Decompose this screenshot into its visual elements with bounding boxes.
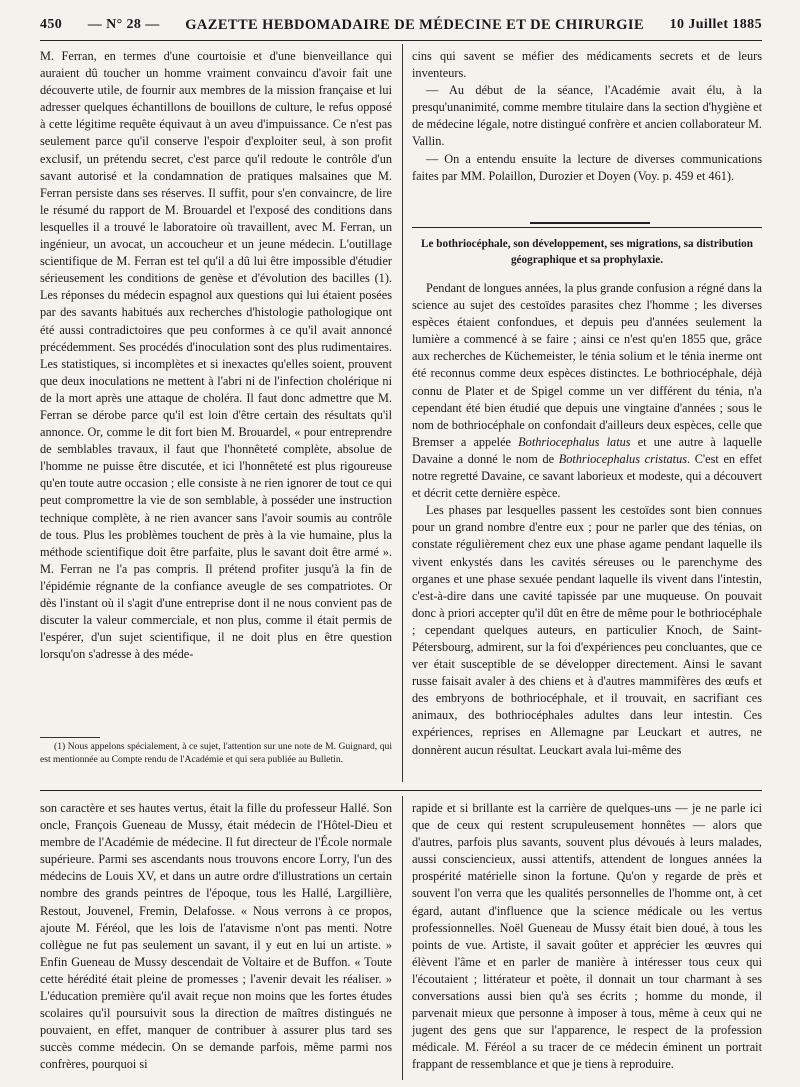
issue-number: — N° 28 — [87, 17, 160, 32]
page-header [40, 12, 762, 38]
paragraph: cins qui savent se méfier des médicaments secrets et de leurs inventeurs. [412, 49, 762, 81]
column-left-top [40, 48, 392, 663]
paragraph: M. Ferran, en termes d'une courtoisie et d'une bienveillance qui auraient dû toucher un homme vraiment convaincu d'avoir fait une découverte utile, de fournir aux membres de la mission française et lui adresser quelques échantillons de bouillons de culture, le refus opposé à cette légitime requête équivaut à un aveu d'impuissance. Ce n'est pas seulement parce qu'il conserve l'espoir d'exploiter seul, à son profit exclusif, un prétendu secret, c'est parce qu'il redoute le contrôle d'un savant autorisé et la condamnation de pratiques malsaines que M. Ferran persiste dans ses réserves. Il suffit, pour s'en convaincre, de lire le résumé du rapport de M. Brouardel et l'exposé des conditions dans lesquelles il a trouvé le laboratoire où travaillent, avec M. Ferran, un ingénieur, un avocat, un accoucheur et un jeune médecin. L'outillage scientifique de M. Ferran est tel qu'il a dû lui être impossible d'étudier sérieusement les conditions de genèse et d'évolution des bacilles (1). Les réponses du médecin espagnol aux questions qui lui étaient posées par des savants habitués aux recherches d'histologie pathologique ont été aussi contradictoires que peu conformes à ce qu'il avait annoncé précédemment. Ses procédés d'inoculation sont des plus rudimentaires. Les statistiques, si incomplètes et si inexactes qu'elles soient, prouvent que deux inoculations ne mettent à l'abri ni de l'infection cholérique ni de la mort après une attaque de choléra. Il faut donc admettre que M. Ferran se dérobe parce qu'il est loin d'être certain des résultats qu'il annonce. Or, comme le dit fort bien M. Brouardel, « pour entreprendre de semblables travaux, il faut que l'honnêteté complète, absolue de l'homme ne puisse être discutée, et ici l'honnêteté est plus rigoureuse qu'en toute autre occasion ; elle consiste à ne rien ignorer de tout ce qui peut compromettre la vie de son semblable, à posséder une instruction technique complète, à ne rien avancer sans l'avoir soumis au contrôle de tous. Plus les problèmes touchent de près à la vie humaine, plus la méthode scientifique doit être parfaite, plus le savant doit être armé ». M. Ferran ne l'a pas compris. Il prétend profiter jusqu'à la fin de l'épidémie régnante de la confiance aveugle de ses compatriotes. Or dès l'instant où il s'agit d'une entreprise dont il ne nous convient pas de discuter la valeur commerciale, et non plus, comme il était permis de l'espérer, d'un sujet scientifique, il ne doit plus en être question lorsqu'on s'adresse à des méde- [40, 49, 392, 662]
header-rule [40, 40, 762, 41]
footnote: (1) Nous appelons spécialement, à ce sujet, l'attention sur une note de M. Guignard, qui est mentionnée au Compte rendu de l'Académie et qui sera publiée au Bulletin. [40, 741, 392, 765]
journal-title: GAZETTE HEBDOMADAIRE DE MÉDECINE ET DE CHIRURGIE [185, 16, 645, 33]
column-right-top [412, 48, 762, 185]
column-divider-top [402, 44, 403, 782]
article-body [412, 280, 762, 759]
paragraph: rapide et si brillante est la carrière de quelques-uns — je ne parle ici que de ceux qui restent scrupuleusement honnêtes — alors que d'autres, parfois plus savants, souvent plus dévoués à leurs malades, aussi consciencieux, aussi attentifs, attendent de longues années la prospérité matérielle sinon la fortune. Qu'on y regarde de près et souvent l'on verra que les qualités personnelles de l'homme ont, à cet égard, autant d'influence que la science médicale ou les vertus professionnelles. Noël Gueneau de Mussy était bien doué, à tous les points de vue. Artiste, il savait goûter et apprécier les œuvres qui élèvent l'âme et en parler de manière à intéresser tous ceux qui l'écoutaient ; littérateur et poète, il donnait un tour charmant à ses conversations aussi bien qu'à ses écrits ; homme du monde, il parvenait mieux que personne à imposer à tous, même à ceux qui ne jugent des gens que sur l'apparence, le respect de la profession médicale. M. Féréol a su tracer de ce médecin éminent un portrait frappant de ressemblance et que je tiens à reproduire. [412, 801, 762, 1072]
column-right-bottom [412, 800, 762, 1074]
article-title: Le bothriocéphale, son développement, ses migrations, sa distribution géographique et sa prophylaxie. [421, 238, 753, 266]
paragraph: Les phases par lesquelles passent les cestoïdes sont bien connues pour un grand nombre d'entre eux ; pour ne parler que des ténias, on constate régulièrement chez eux une phase agame pendant laquelle ils vivent enkystés dans les cavités séreuses ou le parenchyme des organes et une phase sexuée pendant laquelle ils vivent dans l'intestin, c'est-à-dire dans une cavité tapissée par une muqueuse. On pouvait donc à priori accepter qu'il dût en être de même pour le bothriocéphale ; cependant quelques auteurs, en particulier Knoch, de Saint-Pétersbourg, admirent, sur la foi d'expériences peu concluantes, que ce ver était susceptible de se développer directement. Ainsi le savant russe faisait avaler à des chiens et à d'autres mammifères des œufs et des embryons de bothriocéphale, et il trouvait, en sacrifiant ces animaux, des bothriocéphales adultes dans leur intestin. Ces expériences, reprises en Allemagne par Leuckart et autres, ne donnèrent aucun résultat. Leuckart avala lui-même des [412, 503, 762, 757]
paragraph: son caractère et ses hautes vertus, était la fille du professeur Hallé. Son oncle, François Gueneau de Mussy, était médecin de l'Hôtel-Dieu et membre de l'Académie de médecine. Il fut directeur de l'École normale supérieure. Parmi ses ascendants nous trouvons encore Lorry, l'un des médecins de Louis XV, et dans un autre ordre d'illustrations un certain nombre des grands peintres de l'époque, tous les Hallé, Largillière, Restout, Jouvenel, Fremin, Delafosse. « Nous verrons à ce propos, ajoute M. Féréol, que les lois de l'atavisme n'ont pas menti. Notre collègue ne fut pas seulement un savant, il y eut en lui un artiste. » Enfin Gueneau de Mussy descendait de Voltaire et de Buffon. « Toute cette hérédité était pleine de promesses ; l'avenir devait les réaliser. » L'éducation première qu'il avait reçue non moins que les fortes études scolaires qu'il poursuivit sous la direction de maîtres distingués ne pouvaient, en effet, manquer de contribuer à assurer plus tard ses succès comme médecin. On se demande parfois, même parmi nos confrères, pourquoi si [40, 801, 392, 1072]
species-name: Bothriocephalus cristatus [558, 451, 687, 466]
column-left-bottom [40, 800, 392, 1074]
footnote-rule [40, 737, 100, 738]
section-separator-thin [412, 227, 762, 228]
issue-date: 10 Juillet 1885 [669, 17, 762, 32]
paragraph: — Au début de la séance, l'Académie avait élu, à la presqu'unanimité, comme membre titulaire dans la section d'hygiène et de médecine légale, notre distingué confrère et ancien collaborateur M. Vallin. [412, 83, 762, 149]
section-rule [40, 790, 762, 791]
column-divider-bottom [402, 796, 403, 1080]
page-number: 450 [40, 17, 63, 32]
paragraph: Pendant de longues années, la plus grande confusion a régné dans la science au sujet des cestoïdes parasites chez l'homme ; les diverses espèces étaient confondues, et depuis peu d'années seulement la lumière a commencé à se faire ; ainsi ce n'est qu'en 1855 que, grâce aux recherches de Küchemeister, le ténia solium et le ténia inerme ont été reconnus comme deux espèces distinctes. Le bothriocéphale, déjà connu de Plater et de Spigel comme un ver différent du ténia, n'a cependant été bien étudié que depuis une vingtaine d'années ; sous le nom de bothriocéphale on confondait d'ailleurs deux espèces, celle que Bremser a appelée Bothriocephalus latus et une autre à laquelle Davaine a donné le nom de Bothriocephalus cristatus. C'est en effet notre regretté Davaine, ce savant laborieux et modeste, qui a découvert et décrit cette dernière espèce. [412, 281, 762, 501]
section-separator-thick [530, 222, 650, 224]
paragraph: — On a entendu ensuite la lecture de diverses communications faites par MM. Polaillon, Durozier et Doyen (Voy. p. 459 et 461). [412, 151, 762, 183]
species-name: Bothriocephalus latus [518, 434, 631, 449]
